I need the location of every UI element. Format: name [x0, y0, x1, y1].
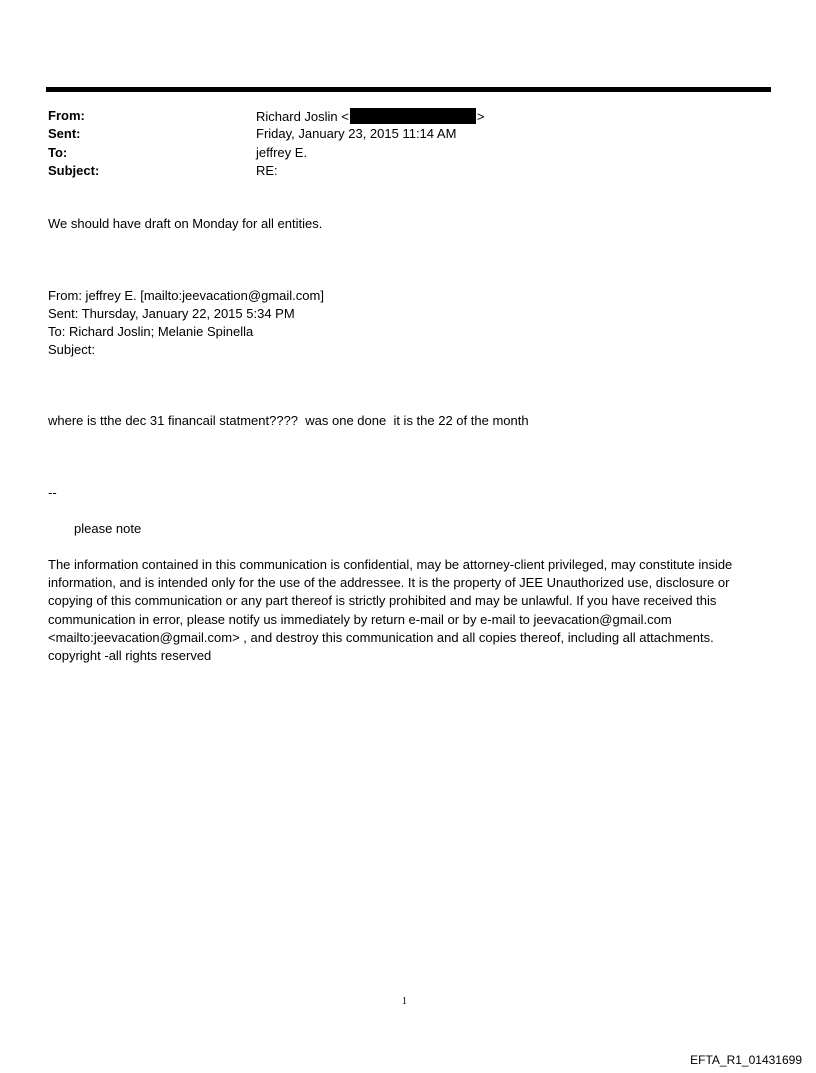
signature-separator: -- [48, 485, 57, 500]
subject-value: RE: [256, 163, 278, 178]
sent-value: Friday, January 23, 2015 11:14 AM [256, 126, 457, 141]
page-number: 1 [402, 996, 407, 1007]
reply-body: We should have draft on Monday for all entities. [48, 216, 323, 231]
from-value [256, 108, 484, 124]
to-value: jeffrey E. [256, 145, 308, 160]
to-label: To: [48, 145, 68, 160]
quoted-from: From: jeffrey E. [mailto:jeevacation@gmail.com] [48, 288, 324, 303]
redaction-box [350, 108, 476, 124]
quoted-body: where is tthe dec 31 financail statment???? was one done it is the 22 of the month [48, 413, 529, 428]
from-label: From: [48, 108, 85, 123]
sent-label: Sent: [48, 126, 81, 141]
document-id: EFTA_R1_01431699 [690, 1053, 802, 1067]
disclaimer-paragraph: The information contained in this communication is confidential, may be attorney-client privileged, may constitute inside information, and is intended only for the use of the addressee. It is the property of JEE Unauthorized use, disclosure or copying of this communication or any part thereof is strictly prohibited and may be unlawful. If you have received this communication in error, please notify us immediately by return e-mail or by e-mail to jeevacation@gmail.com <mailto:jeevacation@gmail.com> , and destroy this communication and all copies thereof, including all attachments. copyright -all rights reserved [48, 557, 733, 664]
subject-label: Subject: [48, 163, 100, 178]
sender-name: Richard Joslin [256, 109, 338, 124]
email-open-bracket: < [341, 109, 349, 124]
quoted-to: To: Richard Joslin; Melanie Spinella [48, 324, 254, 339]
header-divider [46, 87, 771, 92]
quoted-subject: Subject: [48, 342, 95, 357]
email-close-bracket: > [476, 109, 485, 124]
signature-note: please note [74, 521, 142, 536]
quoted-sent: Sent: Thursday, January 22, 2015 5:34 PM [48, 306, 295, 321]
